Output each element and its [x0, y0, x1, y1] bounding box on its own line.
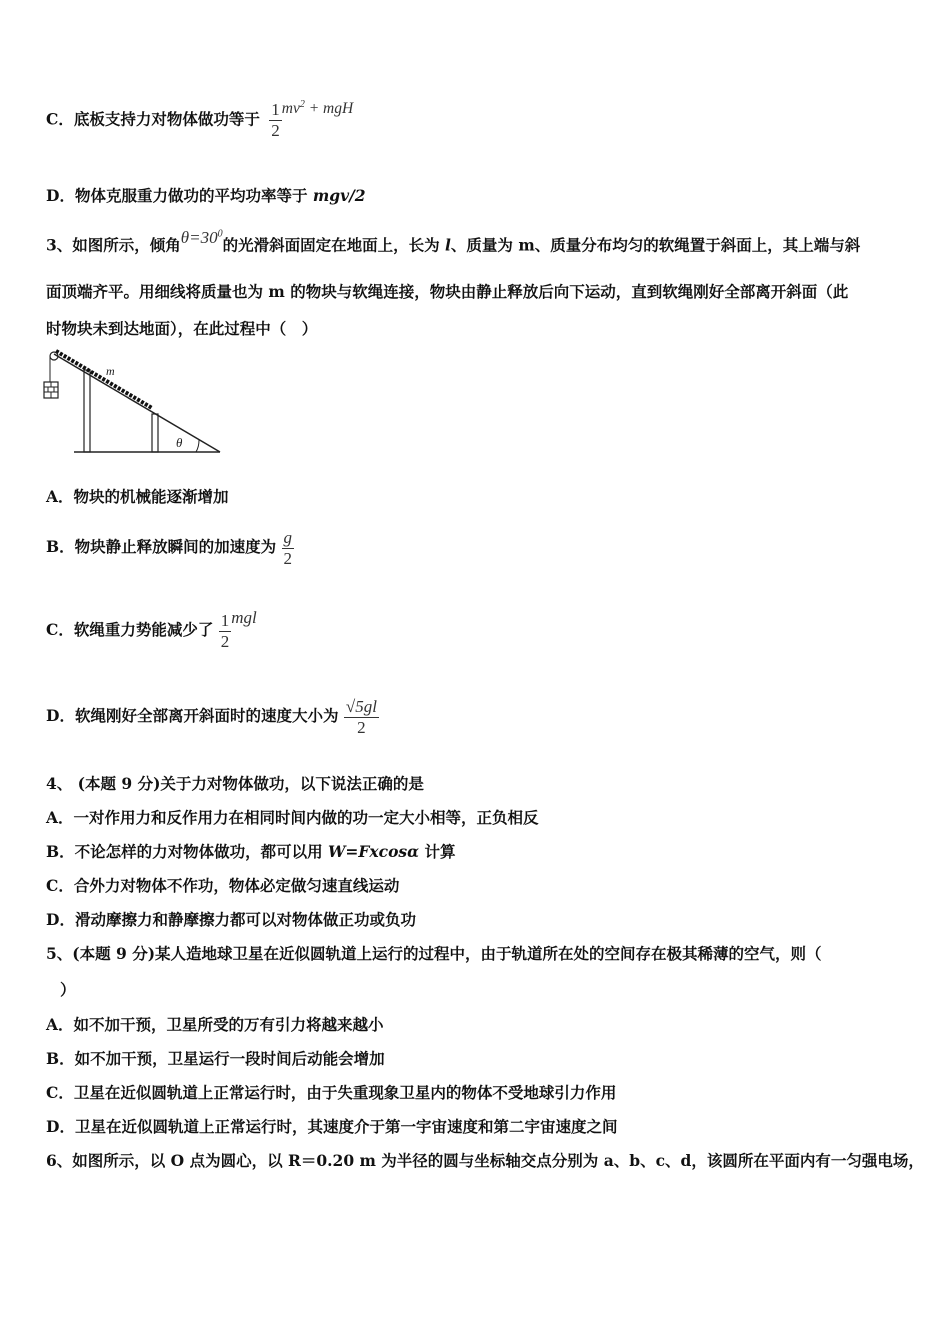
fraction-denominator: 2	[220, 631, 230, 651]
q4-option-a-label: A．	[46, 808, 74, 827]
q3-option-d-text: 软绳刚好全部离开斜面时的速度大小为	[74, 706, 339, 725]
mass-label: m	[106, 364, 115, 378]
q6-stem: 6、如图所示，以 O 点为圆心，以 R＝0.20 m 为半径的圆与坐标轴交点分别为 a、b、c、d，该圆所在平面内有一匀强电场，	[46, 1151, 924, 1170]
fraction-denominator: 2	[271, 121, 280, 140]
q5-option-a-text: 如不加干预，卫星所受的万有引力将越来越小	[73, 1015, 384, 1034]
q3-option-a-text: 物块的机械能逐渐增加	[73, 487, 229, 506]
q3-theta-expr: $\theta=30^0$	[180, 227, 223, 247]
q2-option-d-label: D．	[46, 186, 75, 205]
fraction-numerator: √5gl	[345, 696, 377, 716]
fraction-numerator: 1	[271, 100, 280, 119]
q2-option-d-expr: mgv/2	[312, 186, 366, 205]
q3-option-c	[46, 610, 257, 652]
q2-option-c	[46, 100, 353, 141]
q5-stem: 5、(本题 9 分)某人造地球卫星在近似圆轨道上运行的过程中，由于轨道所在处的空间存在极其稀薄的空气，则（	[46, 944, 822, 963]
q5-option-b-text: 如不加干预，卫星运行一段时间后动能会增加	[74, 1049, 385, 1068]
q3-stem-post: 、质量为 m、质量分布均匀的软绳置于斜面上，其上端与斜	[450, 235, 861, 255]
q4-option-b-formula: W=Fxcosα	[328, 842, 420, 861]
q3-length-symbol: l	[445, 235, 451, 255]
q3-incline-figure	[40, 348, 230, 458]
q3-option-d-fraction	[344, 697, 379, 738]
q3-option-a	[46, 487, 229, 507]
support-post-right	[152, 414, 158, 452]
angle-label: θ	[176, 435, 183, 450]
q3-option-c-label: C．	[46, 620, 74, 639]
q2-option-d	[46, 186, 366, 206]
q3-stem-pre: 3、如图所示，倾角	[46, 235, 181, 255]
q5-option-c-label: C．	[46, 1083, 74, 1102]
q5-option-d-text: 卫星在近似圆轨道上正常运行时，其速度介于第一宇宙速度和第二宇宙速度之间	[74, 1117, 618, 1136]
q3-stem-mid: 的光滑斜面固定在地面上，长为	[222, 235, 446, 255]
support-post-left	[84, 370, 90, 452]
soft-rope	[56, 351, 152, 408]
q4-option-d-text: 滑动摩擦力和静摩擦力都可以对物体做正功或负功	[74, 910, 416, 929]
q5-stem-cont: ）	[60, 980, 76, 999]
q3-option-c-text: 软绳重力势能减少了	[73, 620, 214, 639]
q3-option-d-label: D．	[46, 706, 75, 725]
q3-stem-line-3: 时物块未到达地面），在此过程中（ ）	[46, 319, 318, 338]
q5-option-a	[46, 1015, 384, 1035]
q5-option-a-label: A．	[46, 1015, 74, 1034]
q2-option-c-label: C．	[46, 109, 74, 129]
q3-option-b	[46, 527, 294, 569]
q5-option-c	[46, 1083, 616, 1103]
q3-option-d	[46, 694, 379, 738]
q4-option-a-text: 一对作用力和反作用力在相同时间内做的功一定大小相等，正负相反	[73, 808, 539, 827]
q2-option-c-expr: $mv^2$ + mgH	[281, 98, 354, 117]
q5-option-b	[46, 1049, 385, 1069]
q4-option-c	[46, 876, 399, 896]
q4-option-c-text: 合外力对物体不作功，物体必定做匀速直线运动	[73, 876, 400, 895]
q4-option-b-label: B．	[46, 842, 75, 861]
q4-stem: 4、 (本题 9 分)关于力对物体做功，以下说法正确的是	[46, 774, 424, 793]
q4-option-a	[46, 808, 539, 828]
fraction-numerator: 1	[220, 610, 230, 630]
fraction-numerator: g	[283, 527, 293, 547]
q4-option-b	[46, 842, 456, 862]
q4-option-d	[46, 910, 416, 930]
q3-option-b-fraction	[282, 528, 295, 569]
fraction-denominator: 2	[344, 717, 379, 738]
q4-option-b-text-post: 计算	[419, 842, 456, 861]
q4-option-d-label: D．	[46, 910, 75, 929]
q5-option-b-label: B．	[46, 1049, 75, 1068]
q4-option-c-label: C．	[46, 876, 74, 895]
q5-option-d	[46, 1117, 617, 1137]
fraction-denominator: 2	[283, 548, 293, 568]
q2-option-c-text: 底板支持力对物体做功等于	[73, 109, 260, 129]
q4-option-b-text-pre: 不论怎样的力对物体做功，都可以用	[74, 842, 329, 861]
incline-surface	[54, 354, 220, 452]
q2-option-d-text: 物体克服重力做功的平均功率等于	[74, 186, 313, 205]
q3-option-b-label: B．	[46, 537, 75, 556]
q3-stem-line-2: 面顶端齐平。用细线将质量也为 m 的物块与软绳连接，物块由静止释放后向下运动，直到软绳刚好全部离开斜面（此	[46, 282, 849, 301]
q3-option-c-expr: mgl	[231, 608, 257, 627]
q5-option-d-label: D．	[46, 1117, 75, 1136]
q2-option-c-fraction	[269, 100, 282, 141]
q5-option-c-text: 卫星在近似圆轨道上正常运行时，由于失重现象卫星内的物体不受地球引力作用	[73, 1083, 617, 1102]
q3-option-a-label: A．	[46, 487, 74, 506]
q3-option-b-text: 物块静止释放瞬间的加速度为	[74, 537, 277, 556]
q3-option-c-fraction	[219, 611, 232, 652]
angle-arc	[196, 440, 199, 452]
q3-stem-line-1	[46, 227, 861, 256]
